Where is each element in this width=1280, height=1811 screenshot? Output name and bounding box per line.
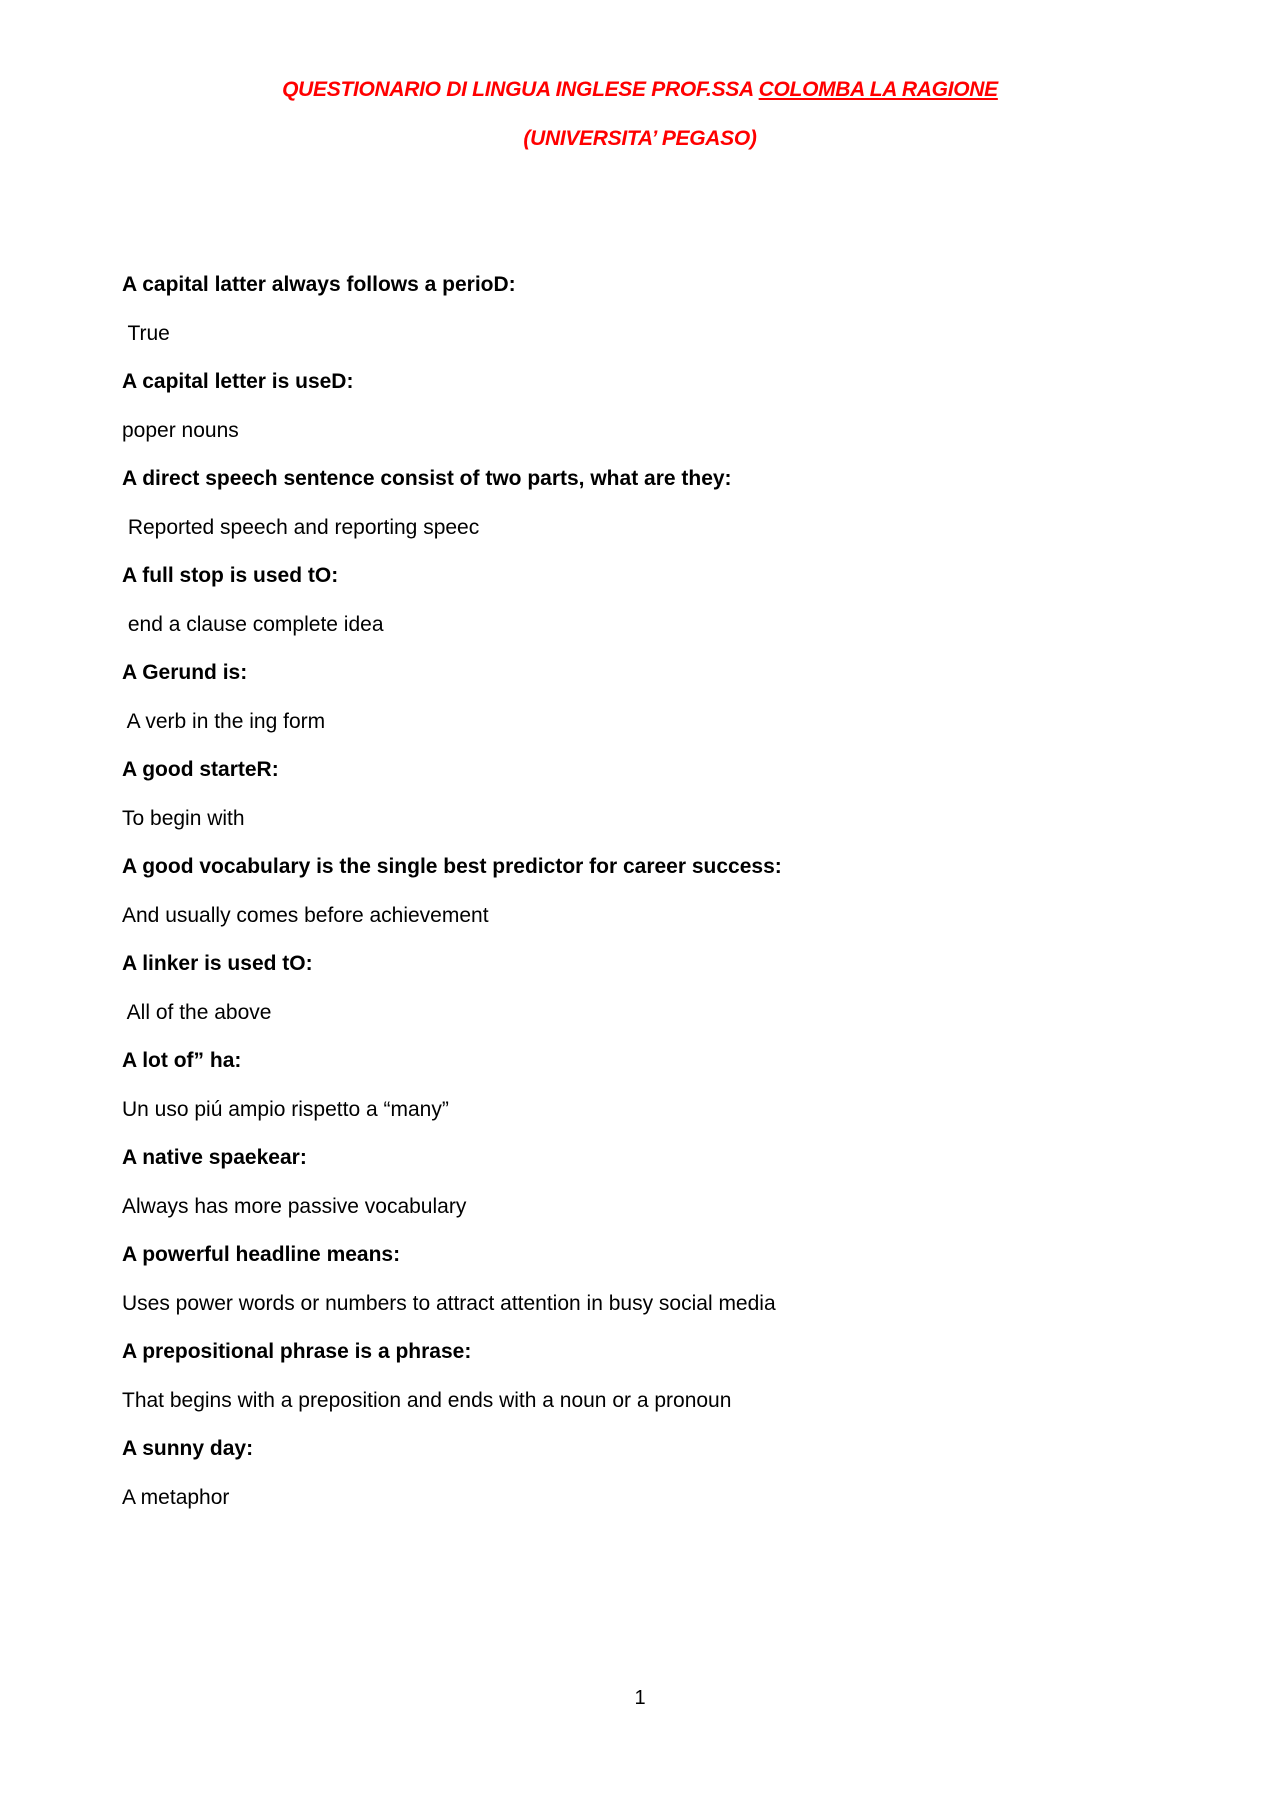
qa-item	[122, 1337, 1162, 1434]
qa-item	[122, 852, 1162, 949]
question-text: A prepositional phrase is a phrase:	[122, 1340, 472, 1363]
answer-text: All of the above	[122, 1000, 272, 1024]
qa-item	[122, 1046, 1162, 1143]
question-text: A powerful headline means:	[122, 1243, 401, 1266]
question-text: A capital letter is useD:	[122, 370, 354, 393]
answer-text: And usually comes before achievement	[122, 903, 489, 927]
qa-item	[122, 270, 1162, 367]
qa-item	[122, 1143, 1162, 1240]
question-answer-list	[122, 270, 1162, 1531]
question-text: A full stop is used tO:	[122, 564, 339, 587]
page-number: 1	[634, 1687, 646, 1709]
document-title	[0, 78, 1280, 102]
qa-item	[122, 367, 1162, 464]
question-text: A native spaekear:	[122, 1146, 307, 1169]
qa-item	[122, 755, 1162, 852]
question-text: A capital latter always follows a perioD:	[122, 273, 516, 296]
answer-text: True	[122, 321, 170, 345]
answer-text: A metaphor	[122, 1485, 230, 1509]
question-text: A Gerund is:	[122, 661, 248, 684]
question-text: A linker is used tO:	[122, 952, 313, 975]
answer-text: A verb in the ing form	[122, 709, 326, 733]
qa-item	[122, 464, 1162, 561]
answer-text: end a clause complete idea	[122, 612, 384, 636]
question-text: A good vocabulary is the single best predictor for career success:	[122, 855, 782, 878]
answer-text: Always has more passive vocabulary	[122, 1194, 467, 1218]
title-prefix: QUESTIONARIO DI LINGUA INGLESE PROF.SSA	[282, 78, 759, 101]
answer-text: That begins with a preposition and ends with a noun or a pronoun	[122, 1388, 732, 1412]
question-text: A lot of” ha:	[122, 1049, 242, 1072]
qa-item	[122, 561, 1162, 658]
question-text: A direct speech sentence consist of two parts, what are they:	[122, 467, 732, 490]
qa-item	[122, 1240, 1162, 1337]
answer-text: poper nouns	[122, 418, 239, 442]
professor-name: COLOMBA LA RAGIONE	[758, 78, 998, 101]
qa-item	[122, 658, 1162, 755]
answer-text: Uses power words or numbers to attract attention in busy social media	[122, 1291, 776, 1315]
answer-text: To begin with	[122, 806, 245, 830]
answer-text: Un uso piú ampio rispetto a “many”	[122, 1097, 449, 1121]
qa-item	[122, 949, 1162, 1046]
document-subtitle: (UNIVERSITA’ PEGASO)	[523, 127, 757, 150]
question-text: A good starteR:	[122, 758, 279, 781]
qa-item	[122, 1434, 1162, 1531]
answer-text: Reported speech and reporting speec	[122, 515, 480, 539]
question-text: A sunny day:	[122, 1437, 254, 1460]
